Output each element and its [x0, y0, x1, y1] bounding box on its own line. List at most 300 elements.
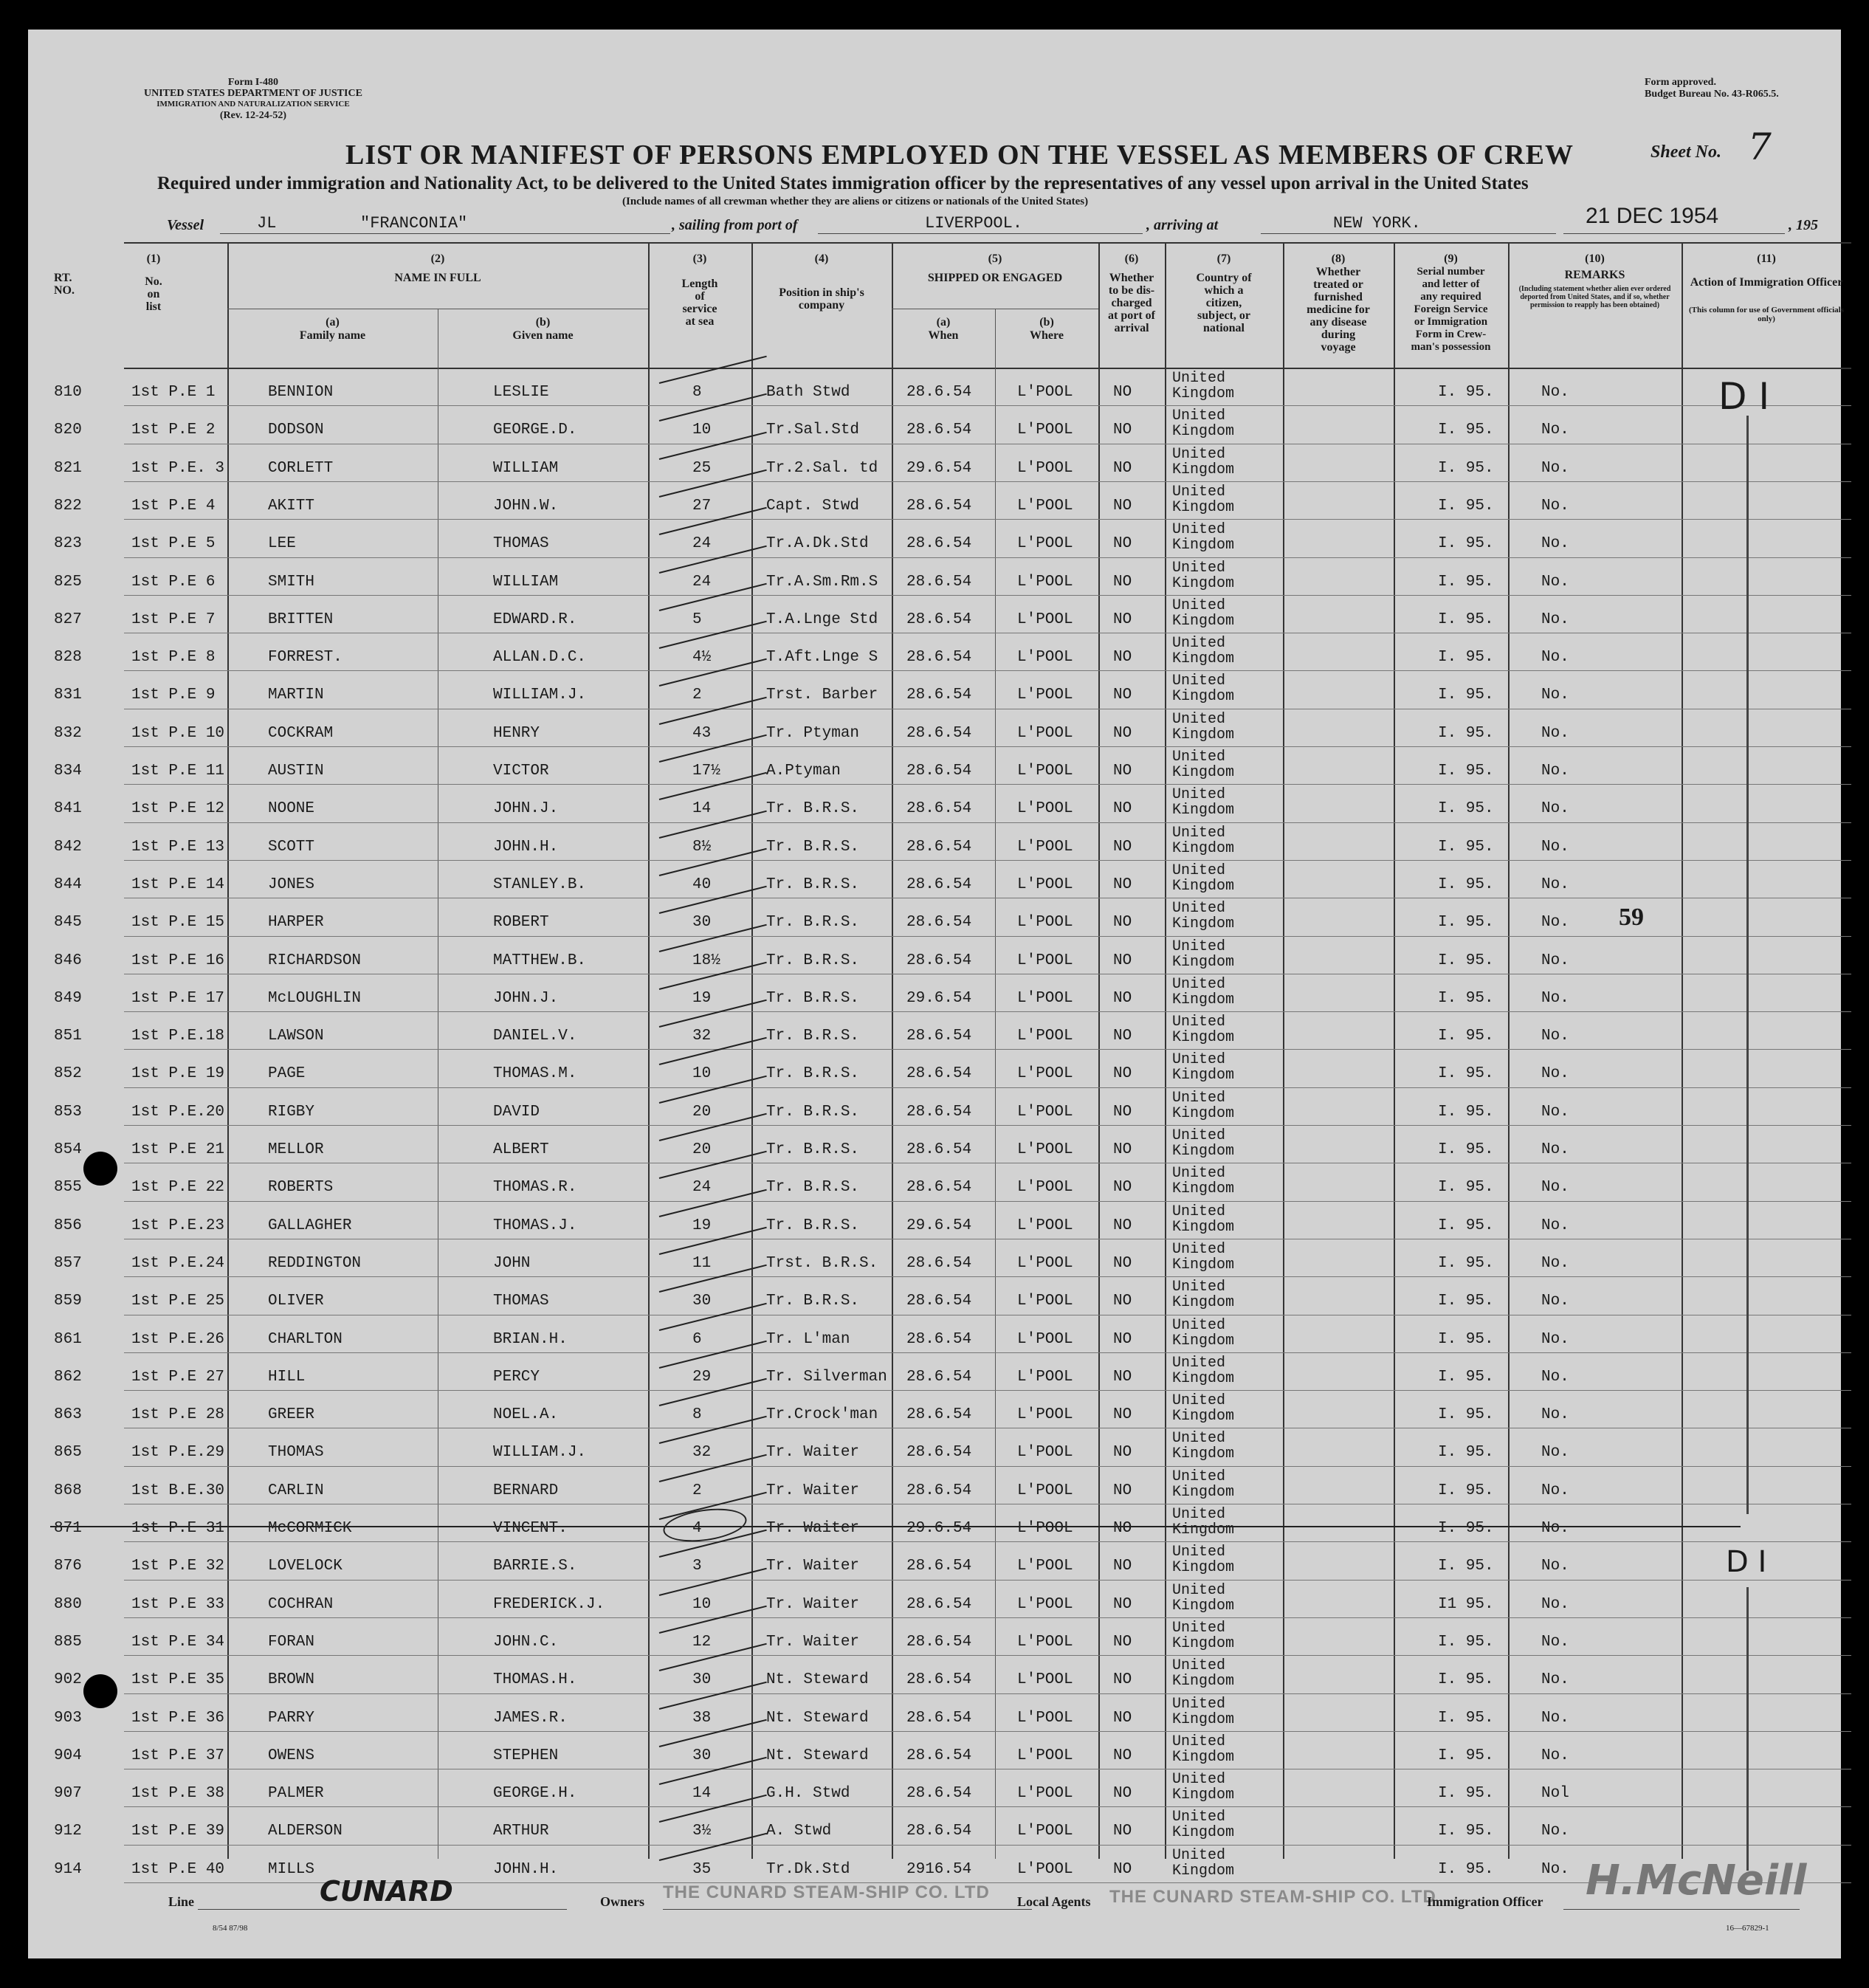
check-mark [659, 1454, 767, 1482]
crew-remarks: No. [1541, 573, 1569, 591]
crew-serial-form: I. 95. [1438, 1065, 1494, 1083]
crew-country: United Kingdom [1172, 407, 1235, 441]
header-c2b: Given name [512, 329, 574, 342]
crew-family-name: MARTIN [268, 687, 324, 704]
subtitle-note: (Include names of all crewman whether they are aliens or citizens or nationals of the United States) [622, 196, 1089, 207]
crew-discharge: NO [1113, 1671, 1132, 1689]
crew-family-name: RICHARDSON [268, 952, 362, 969]
header-c4: Position in ship's company [779, 286, 864, 312]
crew-remarks: No. [1541, 1860, 1569, 1878]
crew-remarks: No. [1541, 649, 1569, 667]
crew-position: Tr. B.R.S. [766, 1217, 860, 1234]
crew-shipped-when: 28.6.54 [906, 1065, 972, 1083]
crew-position: Tr. B.R.S. [766, 1065, 860, 1083]
header-c7: Country of which a citizen, subject, or national [1196, 272, 1252, 334]
crew-family-name: MILLS [268, 1860, 315, 1878]
crew-list-number: 1st P.E 5 [131, 535, 216, 553]
crew-serial-form: I. 95. [1438, 1747, 1494, 1764]
crew-serial-form: I. 95. [1438, 1028, 1494, 1045]
crew-position: Tr. Silverman [766, 1368, 887, 1386]
crew-position: A.Ptyman [766, 763, 841, 780]
crew-length-of-service: 4 [692, 1520, 702, 1537]
crew-family-name: McCORMICK [268, 1520, 352, 1537]
row-divider [124, 557, 1851, 558]
row-divider [124, 1276, 1851, 1277]
row-divider [124, 1201, 1851, 1202]
crew-art-number: 857 [54, 1254, 82, 1272]
crew-shipped-where: L'POOL [1017, 573, 1073, 591]
crew-remarks: No. [1541, 1444, 1569, 1462]
crew-country: United Kingdom [1172, 1544, 1235, 1577]
header-c10-number: (10) [1585, 252, 1605, 265]
crew-length-of-service: 32 [692, 1444, 712, 1462]
crew-shipped-where: L'POOL [1017, 610, 1073, 628]
check-mark [659, 1265, 767, 1293]
header-c5a: When [928, 329, 959, 342]
crew-length-of-service: 20 [692, 1141, 712, 1158]
crew-discharge: NO [1113, 1293, 1132, 1310]
crew-position: Tr. B.R.S. [766, 952, 860, 969]
crew-country: United Kingdom [1172, 1695, 1235, 1728]
crew-country: United Kingdom [1172, 1657, 1235, 1691]
check-mark [659, 696, 767, 724]
crew-art-number: 845 [54, 914, 82, 932]
crew-position: Nt. Steward [766, 1709, 869, 1727]
crew-given-name: BRIAN.H. [493, 1330, 568, 1348]
crew-length-of-service: 29 [692, 1368, 712, 1386]
row-divider [124, 822, 1851, 823]
crew-given-name: WILLIAM [493, 459, 559, 477]
column-divider [1394, 242, 1395, 1859]
crew-position: Nt. Steward [766, 1747, 869, 1764]
crew-position: Tr.A.Dk.Std [766, 535, 869, 553]
crew-country: United Kingdom [1172, 445, 1235, 478]
crew-art-number: 851 [54, 1028, 82, 1045]
crew-given-name: WILLIAM.J. [493, 1444, 587, 1462]
crew-shipped-where: L'POOL [1017, 763, 1073, 780]
agency-name: UNITED STATES DEPARTMENT OF JUSTICE [144, 88, 362, 99]
column-divider [892, 242, 893, 1859]
crew-position: Trst. B.R.S. [766, 1254, 878, 1272]
header-c7-number: (7) [1216, 252, 1231, 265]
crew-discharge: NO [1113, 838, 1132, 856]
crew-length-of-service: 20 [692, 1103, 712, 1121]
crew-length-of-service: 30 [692, 914, 712, 932]
header-c4-number: (4) [814, 252, 829, 265]
crew-family-name: FORAN [268, 1633, 315, 1651]
crew-serial-form: I. 95. [1438, 876, 1494, 893]
check-mark [659, 545, 767, 573]
check-mark [659, 507, 767, 535]
crew-family-name: LOVELOCK [268, 1558, 343, 1575]
crew-art-number: 904 [54, 1747, 82, 1764]
crew-country: United Kingdom [1172, 1165, 1235, 1198]
crew-remarks: No. [1541, 1823, 1569, 1840]
header-c2b-sub: (b) [535, 316, 551, 329]
crew-remarks: No. [1541, 952, 1569, 969]
crew-length-of-service: 12 [692, 1633, 712, 1651]
check-mark [659, 1606, 767, 1634]
header-art-no: RT. NO. [54, 272, 75, 297]
check-mark [659, 1416, 767, 1444]
check-mark [659, 924, 767, 952]
crew-shipped-when: 28.6.54 [906, 1709, 972, 1727]
crew-shipped-where: L'POOL [1017, 1330, 1073, 1348]
crew-serial-form: I. 95. [1438, 573, 1494, 591]
row-divider [124, 784, 1851, 785]
crew-discharge: NO [1113, 1595, 1132, 1613]
crew-remarks: No. [1541, 800, 1569, 818]
crew-family-name: LEE [268, 535, 296, 553]
crew-length-of-service: 2 [692, 1482, 702, 1499]
crew-given-name: HENRY [493, 724, 540, 742]
crew-discharge: NO [1113, 1217, 1132, 1234]
vessel-prefix: JL [257, 214, 277, 233]
crew-family-name: ALDERSON [268, 1823, 343, 1840]
crew-country: United Kingdom [1172, 1279, 1235, 1312]
header-c5: SHIPPED OR ENGAGED [927, 272, 1063, 284]
crew-remarks: Nol [1541, 1785, 1569, 1803]
arrival-port: NEW YORK. [1333, 214, 1421, 233]
count-annotation: 59 [1619, 904, 1644, 932]
row-divider [124, 1466, 1851, 1467]
crew-discharge: NO [1113, 724, 1132, 742]
action-d1-bottom: D I [1726, 1545, 1767, 1580]
crew-list-number: 1st P.E 8 [131, 649, 216, 667]
crew-serial-form: I. 95. [1438, 610, 1494, 628]
crew-serial-form: I. 95. [1438, 1671, 1494, 1689]
row-divider [124, 860, 1851, 861]
crew-serial-form: I. 95. [1438, 1254, 1494, 1272]
crew-shipped-where: L'POOL [1017, 800, 1073, 818]
crew-position: Tr. Waiter [766, 1633, 860, 1651]
check-mark [659, 1113, 767, 1141]
check-mark [659, 1719, 767, 1747]
crew-serial-form: I. 95. [1438, 1709, 1494, 1727]
crew-given-name: WILLIAM.J. [493, 687, 587, 704]
crew-given-name: JOHN.J. [493, 800, 559, 818]
crew-list-number: 1st P.E 1 [131, 384, 216, 401]
crew-country: United Kingdom [1172, 1581, 1235, 1614]
crew-discharge: NO [1113, 687, 1132, 704]
crew-serial-form: I. 95. [1438, 1103, 1494, 1121]
crew-country: United Kingdom [1172, 1392, 1235, 1425]
crew-country: United Kingdom [1172, 1051, 1235, 1084]
crew-shipped-where: L'POOL [1017, 687, 1073, 704]
crew-shipped-where: L'POOL [1017, 724, 1073, 742]
column-divider [1508, 242, 1510, 1859]
header-c3-number: (3) [692, 252, 707, 265]
crew-shipped-when: 28.6.54 [906, 1444, 972, 1462]
crew-serial-form: I. 95. [1438, 1482, 1494, 1499]
header-c1: No. on list [145, 275, 162, 313]
crew-shipped-when: 28.6.54 [906, 1595, 972, 1613]
crew-art-number: 903 [54, 1709, 82, 1727]
header-c11-number: (11) [1757, 252, 1776, 265]
crew-country: United Kingdom [1172, 1127, 1235, 1160]
crew-shipped-where: L'POOL [1017, 1785, 1073, 1803]
crew-length-of-service: 8 [692, 1406, 702, 1424]
crew-shipped-when: 28.6.54 [906, 763, 972, 780]
crew-discharge: NO [1113, 497, 1132, 515]
crew-shipped-where: L'POOL [1017, 1406, 1073, 1424]
crew-country: United Kingdom [1172, 1203, 1235, 1236]
crew-given-name: JOHN.H. [493, 838, 559, 856]
vessel-name: "FRANCONIA" [360, 214, 468, 233]
crew-serial-form: I. 95. [1438, 1558, 1494, 1575]
crew-shipped-when: 2916.54 [906, 1860, 972, 1878]
crew-length-of-service: 24 [692, 573, 712, 591]
crew-art-number: 865 [54, 1444, 82, 1462]
crew-length-of-service: 2 [692, 687, 702, 704]
crew-shipped-where: L'POOL [1017, 1254, 1073, 1272]
crew-length-of-service: 14 [692, 1785, 712, 1803]
crew-position: Tr.Dk.Std [766, 1860, 850, 1878]
crew-country: United Kingdom [1172, 1506, 1235, 1538]
crew-given-name: JOHN.C. [493, 1633, 559, 1651]
row-divider [124, 1011, 1851, 1012]
crew-serial-form: I. 95. [1438, 384, 1494, 401]
crew-list-number: 1st P.E 14 [131, 876, 225, 893]
crew-shipped-where: L'POOL [1017, 1709, 1073, 1727]
crew-family-name: HILL [268, 1368, 306, 1386]
crew-art-number: 828 [54, 649, 82, 667]
crew-list-number: 1st P.E 16 [131, 952, 225, 969]
crew-length-of-service: 35 [692, 1860, 712, 1878]
crew-remarks: No. [1541, 1254, 1569, 1272]
crew-art-number: 846 [54, 952, 82, 969]
crew-given-name: JOHN.W. [493, 497, 559, 515]
line-label: Line [168, 1894, 195, 1909]
crew-country: United Kingdom [1172, 521, 1235, 554]
crew-list-number: 1st P.E 34 [131, 1633, 225, 1651]
crew-shipped-where: L'POOL [1017, 535, 1073, 553]
crew-list-number: 1st P.E 33 [131, 1595, 225, 1613]
crew-shipped-where: L'POOL [1017, 1444, 1073, 1462]
crew-discharge: NO [1113, 989, 1132, 1007]
crew-remarks: No. [1541, 763, 1569, 780]
crew-remarks: No. [1541, 1633, 1569, 1651]
form-id-block [144, 77, 362, 121]
crew-table [54, 242, 1851, 1879]
crew-remarks: No. [1541, 989, 1569, 1007]
crew-position: Tr. B.R.S. [766, 989, 860, 1007]
crew-position: T.A.Lnge Std [766, 610, 878, 628]
crew-shipped-when: 28.6.54 [906, 1028, 972, 1045]
crew-serial-form: I. 95. [1438, 1444, 1494, 1462]
crew-list-number: 1st P.E 19 [131, 1065, 225, 1083]
crew-family-name: OWENS [268, 1747, 315, 1764]
crew-family-name: AKITT [268, 497, 315, 515]
crew-art-number: 832 [54, 724, 82, 742]
crew-serial-form: I. 95. [1438, 914, 1494, 932]
crew-length-of-service: 18½ [692, 952, 720, 969]
crew-family-name: NOONE [268, 800, 315, 818]
crew-serial-form: I. 95. [1438, 1179, 1494, 1197]
crew-discharge: NO [1113, 800, 1132, 818]
row-divider [124, 519, 1851, 520]
approval-line-2: Budget Bureau No. 43-R065.5. [1645, 89, 1779, 100]
column-divider [1283, 242, 1284, 1859]
crew-length-of-service: 10 [692, 1065, 712, 1083]
crew-shipped-when: 29.6.54 [906, 1520, 972, 1537]
crew-family-name: BROWN [268, 1671, 315, 1689]
crew-country: United Kingdom [1172, 786, 1235, 819]
crew-given-name: DAVID [493, 1103, 540, 1121]
crew-remarks: No. [1541, 535, 1569, 553]
crew-given-name: ROBERT [493, 914, 549, 932]
crew-serial-form: I. 95. [1438, 952, 1494, 969]
print-code-left: 8/54 87/98 [213, 1924, 248, 1933]
crew-serial-form: I. 95. [1438, 724, 1494, 742]
crew-discharge: NO [1113, 1141, 1132, 1158]
header-c2-number: (2) [430, 252, 445, 265]
crew-given-name: THOMAS.M. [493, 1065, 577, 1083]
crew-serial-form: I. 95. [1438, 1141, 1494, 1158]
crew-country: United Kingdom [1172, 559, 1235, 592]
crew-shipped-where: L'POOL [1017, 1028, 1073, 1045]
crew-position: Tr. B.R.S. [766, 1141, 860, 1158]
crew-shipped-where: L'POOL [1017, 1747, 1073, 1764]
crew-length-of-service: 5 [692, 610, 702, 628]
crew-serial-form: I. 95. [1438, 1823, 1494, 1840]
crew-list-number: 1st P.E 21 [131, 1141, 225, 1158]
crew-country: United Kingdom [1172, 1846, 1235, 1879]
column-divider [1098, 242, 1100, 1859]
crew-serial-form: I. 95. [1438, 1330, 1494, 1348]
header-c5-number: (5) [988, 252, 1002, 265]
crew-remarks: No. [1541, 876, 1569, 893]
crew-list-number: 1st P.E 35 [131, 1671, 225, 1689]
header-c10: REMARKS [1564, 269, 1625, 281]
header-c9-number: (9) [1444, 252, 1458, 265]
crew-serial-form: I. 95. [1438, 422, 1494, 439]
row-divider [124, 1541, 1851, 1542]
crew-discharge: NO [1113, 1179, 1132, 1197]
crew-family-name: REDDINGTON [268, 1254, 362, 1272]
form-number: Form I-480 [227, 77, 278, 88]
crew-remarks: No. [1541, 1709, 1569, 1727]
crew-discharge: NO [1113, 1558, 1132, 1575]
check-mark [659, 393, 767, 422]
crew-art-number: 820 [54, 422, 82, 439]
crew-shipped-where: L'POOL [1017, 1293, 1073, 1310]
crew-remarks: No. [1541, 1179, 1569, 1197]
crew-art-number: 834 [54, 763, 82, 780]
crew-list-number: 1st P.E 12 [131, 800, 225, 818]
crew-position: Capt. Stwd [766, 497, 860, 515]
crew-family-name: FORREST. [268, 649, 343, 667]
column-divider [751, 242, 753, 1859]
crew-shipped-when: 28.6.54 [906, 1671, 972, 1689]
crew-shipped-when: 28.6.54 [906, 687, 972, 704]
crew-shipped-when: 28.6.54 [906, 1785, 972, 1803]
crew-list-number: 1st P.E 7 [131, 610, 216, 628]
check-mark [659, 1643, 767, 1671]
crew-remarks: No. [1541, 422, 1569, 439]
print-code-right: 16—67829-1 [1726, 1924, 1769, 1933]
header-c2a: Family name [299, 329, 366, 342]
crew-list-number: 1st P.E.23 [131, 1217, 225, 1234]
table-top-border [124, 242, 1851, 244]
crew-shipped-where: L'POOL [1017, 1103, 1073, 1121]
crew-given-name: MATTHEW.B. [493, 952, 587, 969]
crew-given-name: PERCY [493, 1368, 540, 1386]
check-mark [659, 658, 767, 687]
crew-given-name: BERNARD [493, 1482, 559, 1499]
crew-art-number: 854 [54, 1141, 82, 1158]
crew-shipped-where: L'POOL [1017, 1368, 1073, 1386]
crew-shipped-when: 28.6.54 [906, 1368, 972, 1386]
crew-shipped-when: 29.6.54 [906, 459, 972, 477]
column-divider [1682, 242, 1683, 1859]
crew-discharge: NO [1113, 573, 1132, 591]
crew-country: United Kingdom [1172, 1240, 1235, 1273]
action-d1-top: D I [1718, 375, 1770, 418]
crew-shipped-when: 28.6.54 [906, 573, 972, 591]
crew-position: Tr.A.Sm.Rm.S [766, 573, 878, 591]
crew-list-number: 1st P.E 39 [131, 1823, 225, 1840]
crew-family-name: LAWSON [268, 1028, 324, 1045]
row-divider [124, 1806, 1851, 1807]
crew-family-name: RIGBY [268, 1103, 315, 1121]
crew-discharge: NO [1113, 1747, 1132, 1764]
year-suffix: , 195 [1789, 217, 1818, 233]
crew-shipped-where: L'POOL [1017, 1217, 1073, 1234]
crew-remarks: No. [1541, 1482, 1569, 1499]
crew-discharge: NO [1113, 1520, 1132, 1537]
crew-country: United Kingdom [1172, 370, 1235, 402]
crew-list-number: 1st P.E 9 [131, 687, 216, 704]
header-c2a-sub: (a) [326, 316, 340, 329]
crew-art-number: 907 [54, 1785, 82, 1803]
check-mark [659, 1302, 767, 1330]
crew-list-number: 1st P.E 2 [131, 422, 216, 439]
sheet-number-label: Sheet No. [1651, 142, 1721, 162]
crew-discharge: NO [1113, 1860, 1132, 1878]
page-subtitle: Required under immigration and Nationality Act, to be delivered to the United States immigration officer by the representatives of any vessel upon arrival in the United States [157, 173, 1529, 193]
crew-position: T.Aft.Lnge S [766, 649, 878, 667]
crew-serial-form: I. 95. [1438, 763, 1494, 780]
crew-shipped-where: L'POOL [1017, 422, 1073, 439]
crew-given-name: VICTOR [493, 763, 549, 780]
row-divider [124, 1352, 1851, 1353]
crew-family-name: COCHRAN [268, 1595, 334, 1613]
crew-serial-form: I. 95. [1438, 1860, 1494, 1878]
crew-art-number: 871 [54, 1520, 82, 1537]
column-divider [227, 242, 229, 1859]
sailing-label: , sailing from port of [672, 217, 798, 233]
strike-through-line [50, 1526, 1741, 1527]
column-divider [1165, 242, 1166, 1859]
crew-length-of-service: 24 [692, 1179, 712, 1197]
crew-shipped-when: 28.6.54 [906, 1330, 972, 1348]
crew-remarks: No. [1541, 1368, 1569, 1386]
crew-art-number: 855 [54, 1179, 82, 1197]
line-handwritten: CUNARD [320, 1875, 453, 1908]
header-c5b: Where [1030, 329, 1064, 342]
crew-given-name: EDWARD.R. [493, 610, 577, 628]
officer-signature: H.McNeill [1586, 1857, 1807, 1905]
check-mark [659, 1227, 767, 1255]
crew-given-name: WILLIAM [493, 573, 559, 591]
crew-art-number: 842 [54, 838, 82, 856]
immigration-officer-label: Immigration Officer [1427, 1894, 1543, 1909]
crew-position: G.H. Stwd [766, 1785, 850, 1803]
crew-country: United Kingdom [1172, 1089, 1235, 1122]
crew-country: United Kingdom [1172, 1771, 1235, 1804]
row-divider [124, 1693, 1851, 1694]
